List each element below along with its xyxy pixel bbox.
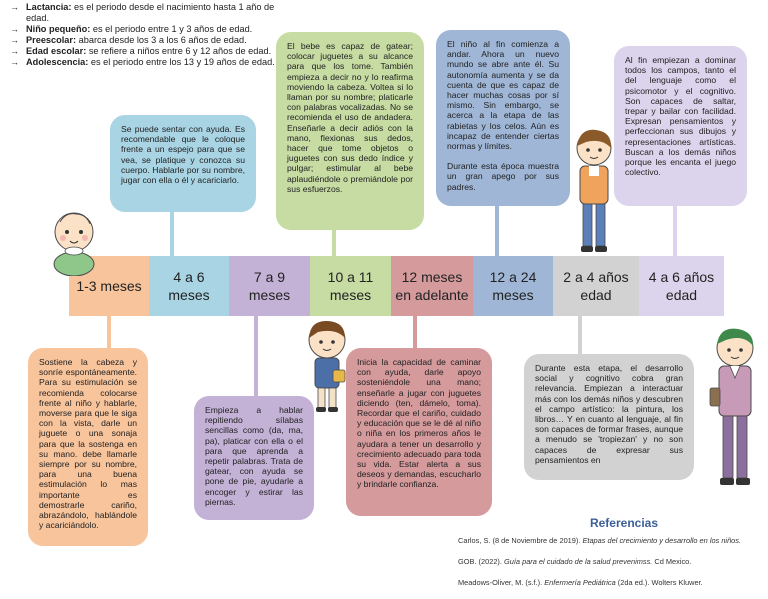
connector-line (107, 314, 111, 348)
references-title: Referencias (589, 516, 659, 530)
connector-line (332, 228, 336, 258)
reference-item: Carlos, S. (8 de Noviembre de 2019). Etapas del crecimiento y desarrollo en los niños. (458, 536, 742, 545)
stage-item: → Lactancia: es el periodo desde el nacimiento hasta 1 año de edad. (8, 2, 276, 23)
stage-item: → Preescolar: abarca desde los 3 a los 6 años de edad. (8, 35, 276, 46)
baby-illustration (46, 206, 102, 276)
child-illustration (572, 126, 616, 256)
stage-item: → Edad escolar: se refiere a niños entre 6 y 12 años de edad. (8, 46, 276, 57)
info-box-4-6-meses: Se puede sentar con ayuda. Es recomendable que le coloque frente a un espejo para que se vea, se platique y conozca su cuerpo. Hablarle por su nombre, jugar con ella o él y acariciarlo. (110, 115, 256, 212)
reference-item: GOB. (2022). Guía para el cuidado de la salud prevenimss. Cd Mexico. (458, 557, 692, 566)
age-timeline (69, 256, 724, 316)
connector-line (413, 314, 417, 350)
info-box-12-24-meses (436, 30, 570, 206)
connector-line (578, 314, 582, 356)
timeline-segment: 1-3 meses (69, 256, 149, 316)
timeline-segment: 7 a 9 meses (229, 256, 310, 316)
timeline-segment: 12 meses en adelante (391, 256, 473, 316)
stage-item: → Niño pequeño: es el periodo entre 1 y 3 años de edad. (8, 24, 276, 35)
references-section (458, 516, 764, 599)
timeline-segment: 10 a 11 meses (310, 256, 391, 316)
timeline-segment: 4 a 6 años edad (639, 256, 724, 316)
timeline-segment: 4 a 6 meses (149, 256, 229, 316)
stage-definitions (8, 2, 276, 68)
box-paragraph: El niño al fin comienza a andar. Ahora un nuevo mundo se abre ante él. Su autonomía aumenta y se da cuenta de que es capaz de hacer muchas cosas por sí mismo. Sin embargo, se acerca a la etapa de las rabietas y los celos. Aún es incapaz de entender ciertas normas y límites. (447, 39, 559, 152)
connector-line (254, 314, 258, 398)
info-box-1-3-meses: Sostiene la cabeza y sonríe espontáneamente. Para su estimulación se recomienda colocarse frente al niño y hablarle, moverse para que le siga con la vista, darle un juguete o una sonaja para que la sostenga en su mano. debe llamarle siempre por su nombre, para una buena estimulación lo mas importante es demostrarle cariño, abrazándolo, hablándole y acariciándolo. (28, 348, 148, 546)
toddler-illustration (302, 318, 352, 414)
connector-line (673, 204, 677, 258)
box-paragraph: Durante esta época muestra un gran apego por sus padres. (447, 161, 559, 192)
info-box-10-11-meses: El bebe es capaz de gatear; colocar juguetes a su alcance para que los tome. También empieza a decir no y lo reafirma moviendo la cabeza. Voltea si lo llaman por su nombre; platicarle con palabras vocalizadas. No se recomienda el uso de andadera. Enseñarle a decir adiós con la mano, flexionas sus dedos, hacer que tome objetos o juguetes con sus dedo índice y pulgar; estimular al bebe aplaudiéndole o premiándole por sus esfuerzos. (276, 32, 424, 230)
connector-line (170, 212, 174, 258)
timeline-segment: 12 a 24 meses (473, 256, 553, 316)
info-box-2-4-anos: Durante esta etapa, el desarrollo social y cognitivo cobra gran relevancia. Empiezan a interactuar más con los demás niños y descubren el campo artístico: la pintura, los libros… Y en cuanto al lenguaje, al fin son capaces de formar frases, aunque a menudo se 'tropiezan' y no son capaces de expresar sus pensamientos en (524, 354, 694, 480)
info-box-4-6-anos: Al fin empiezan a dominar todos los campos, tanto el del lenguaje como el psicomotor y el cognitivo. Son capaces de saltar, trepar y bailar con facilidad. Expresan pensamientos y perfeccionan sus dibujos y representaciones artísticas. Buscan a los demás niños porque les encanta el juego colectivo. (614, 46, 747, 206)
stage-item: → Adolescencia: es el periodo entre los 13 y 19 años de edad. (8, 57, 276, 68)
schoolchild-illustration (708, 326, 762, 492)
info-box-12-meses-en-adelante: Inicia la capacidad de caminar con ayuda, darle apoyo sosteniéndole una mano; enseñarle a jugar con juguetes diciendo (ten, dámelo, toma). Recordar que el cariño, cuidado y educación que se le dé al niño o niña en los primeros años le ayudara a tener un desarrollo y crecimiento adecuado para toda su vida. Estar alerta a sus deseos y demandas, escucharlo y brindarle confianza. (346, 348, 492, 516)
info-box-7-9-meses: Empieza a hablar repitiendo sílabas sencillas como (da, ma, pa), platicar con ella o el para que aprenda a repetir palabras. Trata de gatear, con ayuda se pone de pie, ayudarle a encoger y estirar las piernas. (194, 396, 314, 520)
reference-item: Meadows-Oliver, M. (s.f.). Enfermería Pediátrica (2da ed.). Wolters Kluwer. (458, 578, 703, 587)
timeline-segment: 2 a 4 años edad (553, 256, 639, 316)
connector-line (495, 204, 499, 258)
